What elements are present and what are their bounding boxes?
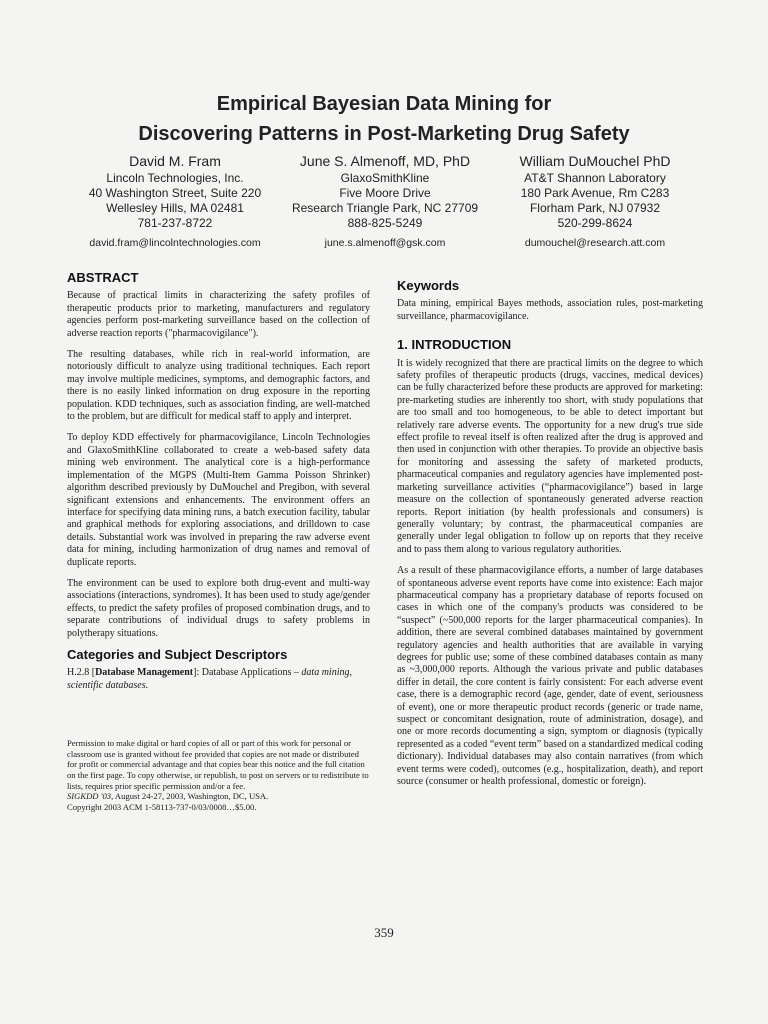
author-name: David M. Fram [129, 153, 221, 169]
permission-text: Permission to make digital or hard copies of all or part of this work for personal or classroom use is granted without fee provided that copies are not made or distributed for profit or commercial advantage and that copies bear this notice and the full citation on the first page. To copy otherwise, or republish, to post on servers or to redistribute to lists, requires prior specific permission and/or a fee. [67, 738, 369, 791]
author-affiliation: AT&T Shannon Laboratory [524, 171, 666, 185]
keywords-text: Data mining, empirical Bayes methods, association rules, post-marketing surveillance, pharmacovigilance. [397, 298, 703, 322]
author-phone: 781-237-8722 [137, 216, 213, 230]
author-address: 40 Washington Street, Suite 220 [88, 186, 262, 200]
copyright-line: Copyright 2003 ACM 1-58113-737-0/03/0008…$5.00. [67, 801, 257, 812]
abstract-paragraph: The resulting databases, while rich in real-world information, are notoriously difficult to analyze using traditional techniques. Each report may involve multiple medicines, symptoms, and demographic factors, and there is no easily linked information on drug exposure in the reporting population. KDD techniques, such as association finding, are well-matched to the problem, but are difficult for medical staff to apply and interpret. [67, 349, 370, 423]
abstract-paragraph: Because of practical limits in characterizing the safety profiles of therapeutic products prior to marketing, manufacturers and regulatory agencies perform post-marketing surveillance based on the collection of adverse reaction reports ("pharmacovigilance"). [67, 290, 370, 339]
author-block [265, 152, 505, 251]
author-name: William DuMouchel PhD [519, 153, 671, 169]
categories-text: H.2.8 [Database Management]: Database Applications – data mining, scientific databases. [67, 667, 352, 691]
intro-paragraph: As a result of these pharmacovigilance efforts, a number of large databases of spontaneous adverse event reports have come into existence: Each major pharmaceutical company has a proprietary database of reports focused on cases in which one of the company's products was considered to be “suspect” (~500,000 reports for the larger pharmaceutical companies). In addition, there are several combined databases maintained by government regulatory agencies and health authorities that are available in varying degrees for public use; some of these combined databases contain as many as ~3,000,000 reports. Although the various private and public databases differ in detail, the core content is fairly consistent: For each adverse event case, there is a demographic record (age, gender, date of event, seriousness of event), one or more therapeutic product records (generic or trade name, suspect or concomitant designation, route of administration, dosage), and one or more records documenting a sign, symptom or diagnosis (typically represented as a coded “event term” based on a standardized medical coding dictionary). Individual databases may also contain narratives (from which event terms were coded), outcomes (e.g., hospitalization, death), and report source (consumer or health professional, domestic or foreign). [397, 565, 703, 788]
author-name: June S. Almenoff, MD, PhD [299, 153, 471, 169]
author-email: david.fram@lincolntechnologies.com [89, 237, 261, 249]
paper-title-line-2: Discovering Patterns in Post-Marketing Drug Safety [138, 123, 630, 145]
abstract-paragraph: To deploy KDD effectively for pharmacovigilance, Lincoln Technologies and GlaxoSmithKline collaborated to create a web-based safety data mining web environment. The analytical core is a high-performance implementation of the MGPS (Multi-Item Gamma Poisson Shrinker) algorithm described previously by DuMouchel and Pregibon, with several significant extensions and enhancements. The environment offers an interface for specifying data mining runs, a batch execution facility, tabular and graphical methods for exploring associations, and drilldown to case details. Substantial work was involved in preparing the raw adverse event data for mining, including harmonization of drug names and removal of duplicate reports. [67, 432, 370, 568]
author-block [475, 152, 715, 251]
author-affiliation: Lincoln Technologies, Inc. [106, 171, 244, 185]
permission-notice [67, 738, 370, 812]
author-address: Wellesley Hills, MA 02481 [106, 201, 244, 215]
author-phone: 888-825-5249 [347, 216, 423, 230]
author-phone: 520-299-8624 [557, 216, 633, 230]
venue-line: SIGKDD '03, August 24-27, 2003, Washington, DC, USA. [67, 791, 269, 802]
keywords-heading: Keywords [397, 278, 460, 293]
author-affiliation: GlaxoSmithKline [340, 171, 430, 185]
abstract-heading: ABSTRACT [67, 270, 139, 285]
author-email: june.s.almenoff@gsk.com [324, 237, 446, 249]
author-address: Five Moore Drive [339, 186, 431, 200]
page-number: 359 [374, 925, 394, 940]
intro-paragraph: It is widely recognized that there are practical limits on the degree to which safety profiles of therapeutic products (drugs, vaccines, medical devices) can be fully characterized before these products are approved for marketing: pre-marketing studies are inherently too short, with study populations that are too small and too homogeneous, to be able to detect important but relatively rare adverse events. The opportunity for a new drug's true side effect profile to reveal itself is often realized after the drug is approved and then used in conjunction with other therapies. To provide an objective basis for monitoring and assessing the safety of marketed products, pharmaceutical companies and regulatory agencies have implemented post-marketing surveillance activities (“pharmacovigilance”) based in large measure on the collection of spontaneously generated adverse reaction reports. Report initiation (by health professionals and consumers) is generally voluntary; by contrast, the pharmaceutical companies are generally under legal obligation to follow up on reports that they receive and to pass them along to various regulatory authorities. [397, 357, 703, 555]
right-column [397, 280, 703, 797]
author-address: 180 Park Avenue, Rm C283 [520, 186, 670, 200]
author-block [55, 152, 295, 251]
author-address: Florham Park, NJ 07932 [529, 201, 661, 215]
categories-heading: Categories and Subject Descriptors [67, 646, 288, 662]
abstract-paragraph: The environment can be used to explore both drug-event and multi-way associations (interactions, syndromes). It has been used to study age/gender effects, to predict the safety profiles of proposed combination drugs, and to separate contributions of individual drugs to safety problems in polytherapy situations. [67, 577, 370, 639]
author-email: dumouchel@research.att.com [524, 237, 666, 249]
left-column [67, 272, 370, 812]
author-address: Research Triangle Park, NC 27709 [291, 201, 479, 215]
paper-title-line-1: Empirical Bayesian Data Mining for [216, 93, 552, 115]
introduction-heading: 1. INTRODUCTION [397, 337, 512, 353]
